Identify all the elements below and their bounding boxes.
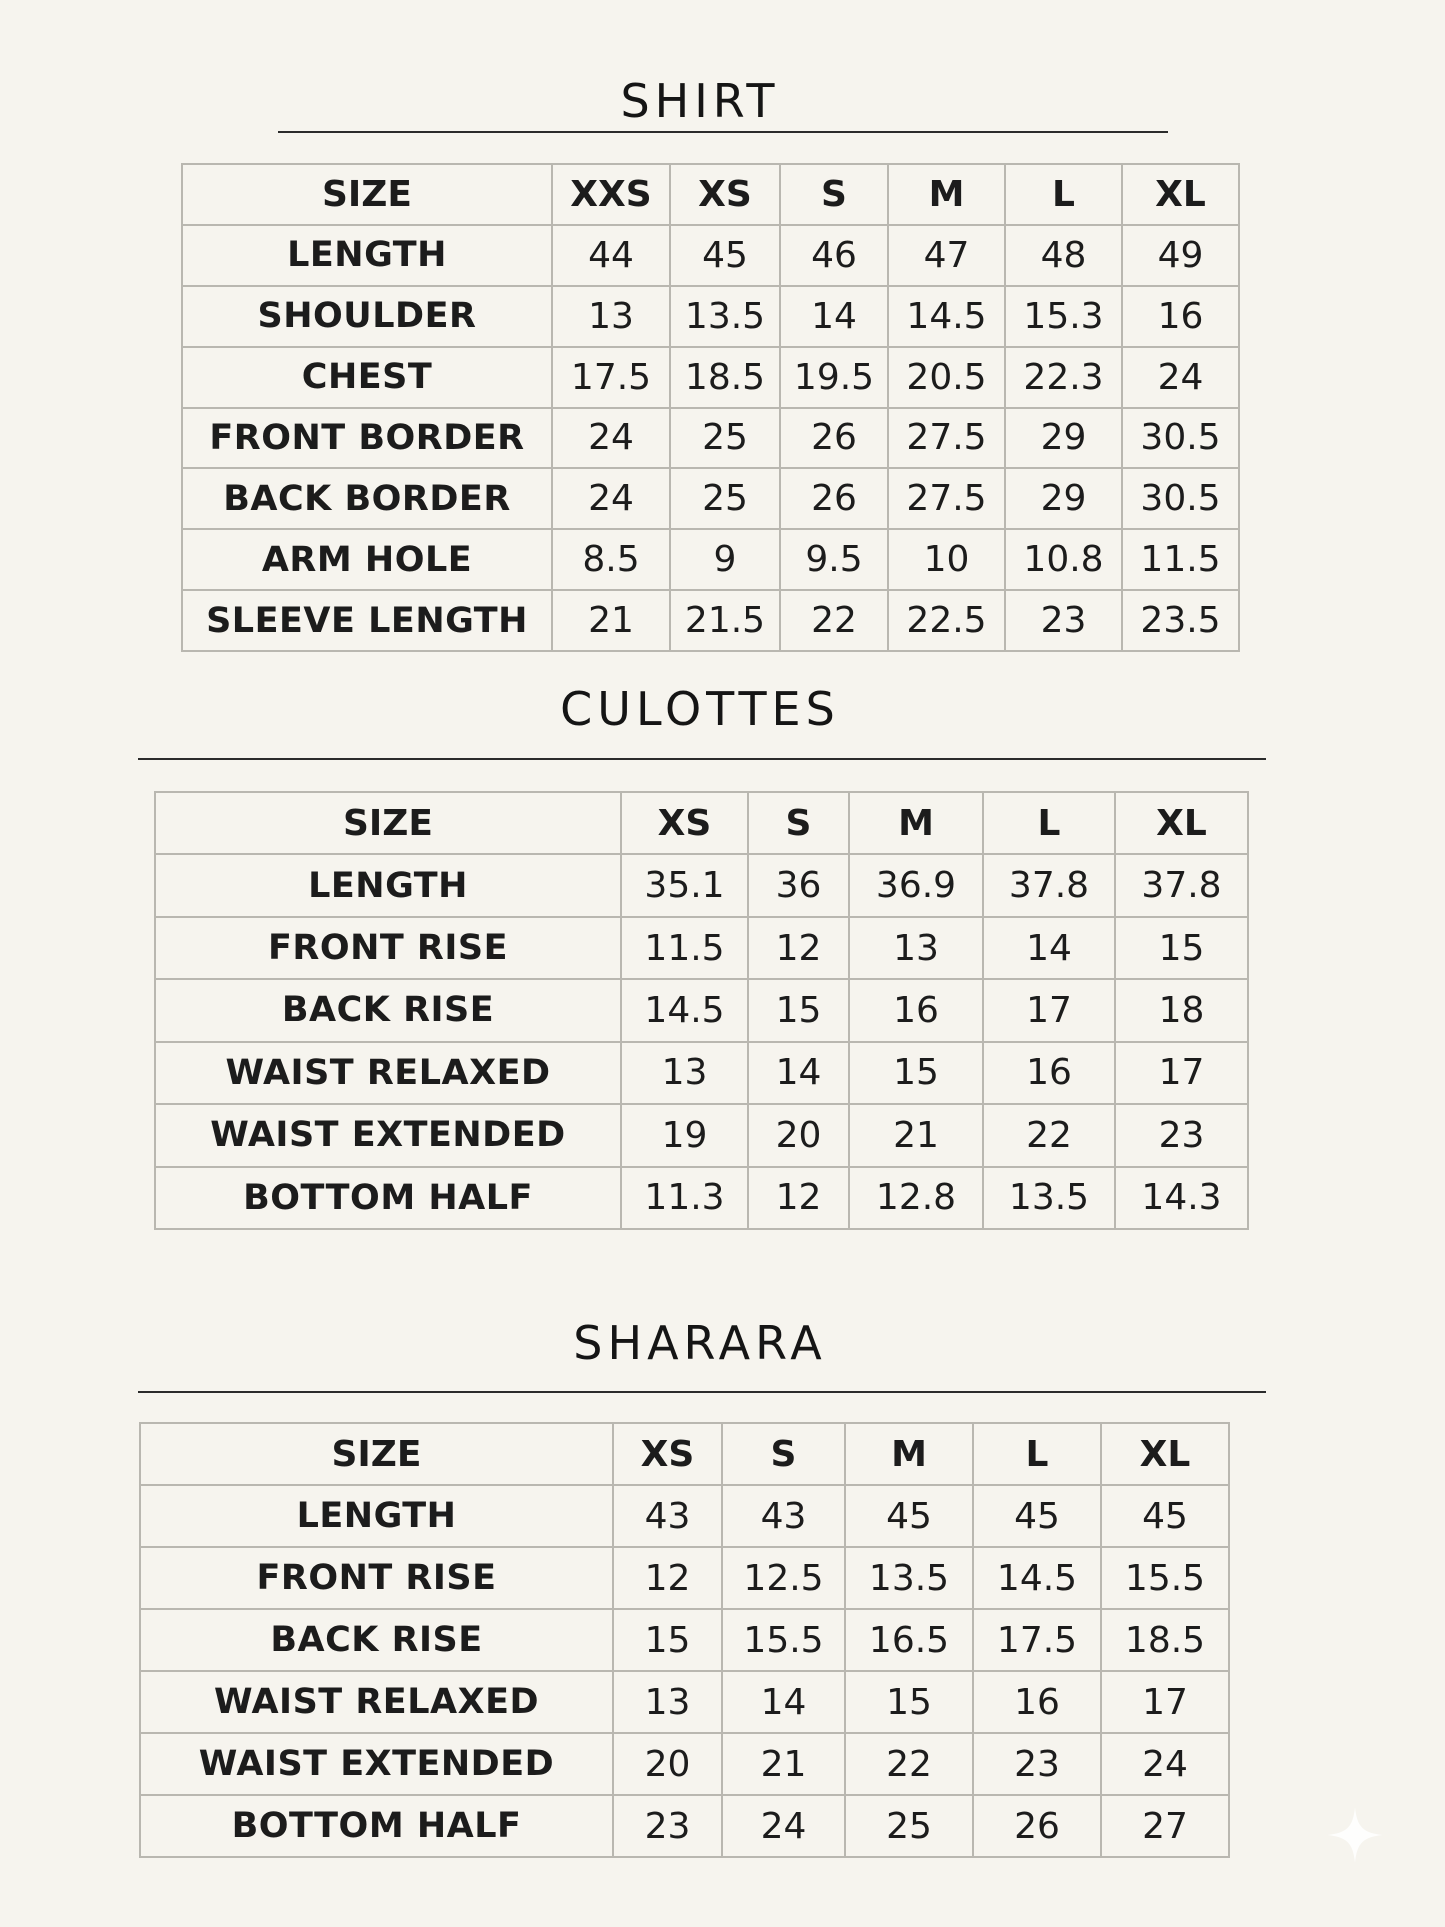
- size-column-header: S: [780, 164, 888, 225]
- measurement-value: 13.5: [670, 286, 780, 347]
- measurement-value: 30.5: [1122, 408, 1239, 469]
- table-row: [182, 468, 1239, 529]
- sparkle-icon: [1325, 1805, 1385, 1865]
- measurement-value: 24: [722, 1795, 845, 1857]
- measurement-value: 13: [613, 1671, 722, 1733]
- measurement-value: 22.3: [1005, 347, 1122, 408]
- measurement-value: 45: [1101, 1485, 1229, 1547]
- measurement-value: 36.9: [849, 854, 983, 916]
- measurement-value: 20.5: [888, 347, 1005, 408]
- table-row: [155, 1104, 1248, 1166]
- size-column-header: L: [1005, 164, 1122, 225]
- measurement-value: 24: [552, 408, 670, 469]
- measurement-value: 16: [973, 1671, 1101, 1733]
- size-column-header: XL: [1122, 164, 1239, 225]
- measurement-value: 21: [552, 590, 670, 651]
- measurement-value: 14.5: [888, 286, 1005, 347]
- culottes-title-rule: [138, 758, 1266, 760]
- measurement-label: WAIST EXTENDED: [140, 1733, 613, 1795]
- measurement-value: 10: [888, 529, 1005, 590]
- measurement-label: WAIST RELAXED: [140, 1671, 613, 1733]
- table-row: [140, 1547, 1229, 1609]
- measurement-value: 21: [849, 1104, 983, 1166]
- measurement-value: 44: [552, 225, 670, 286]
- measurement-label: WAIST RELAXED: [155, 1042, 621, 1104]
- sharara-size-table: [139, 1422, 1230, 1858]
- measurement-value: 18: [1115, 979, 1248, 1041]
- table-row: [140, 1733, 1229, 1795]
- measurement-value: 26: [973, 1795, 1101, 1857]
- measurement-value: 13: [621, 1042, 748, 1104]
- measurement-value: 43: [613, 1485, 722, 1547]
- measurement-value: 11.5: [621, 917, 748, 979]
- measurement-value: 37.8: [1115, 854, 1248, 916]
- measurement-value: 16.5: [845, 1609, 973, 1671]
- measurement-label: BACK BORDER: [182, 468, 552, 529]
- measurement-value: 29: [1005, 408, 1122, 469]
- measurement-value: 14: [722, 1671, 845, 1733]
- measurement-value: 26: [780, 408, 888, 469]
- measurement-value: 45: [670, 225, 780, 286]
- size-column-header: M: [888, 164, 1005, 225]
- measurement-value: 13: [849, 917, 983, 979]
- table-header-row: [140, 1423, 1229, 1485]
- measurement-value: 22: [845, 1733, 973, 1795]
- table-row: [140, 1609, 1229, 1671]
- measurement-value: 23: [613, 1795, 722, 1857]
- measurement-label: CHEST: [182, 347, 552, 408]
- measurement-value: 12: [613, 1547, 722, 1609]
- measurement-value: 14.5: [973, 1547, 1101, 1609]
- measurement-value: 30.5: [1122, 468, 1239, 529]
- measurement-value: 43: [722, 1485, 845, 1547]
- measurement-value: 27.5: [888, 468, 1005, 529]
- measurement-value: 45: [845, 1485, 973, 1547]
- measurement-value: 11.3: [621, 1167, 748, 1229]
- measurement-value: 16: [1122, 286, 1239, 347]
- measurement-value: 16: [983, 1042, 1115, 1104]
- measurement-label: BOTTOM HALF: [140, 1795, 613, 1857]
- size-column-header: S: [748, 792, 849, 854]
- measurement-label: LENGTH: [140, 1485, 613, 1547]
- measurement-label: ARM HOLE: [182, 529, 552, 590]
- table-row: [182, 529, 1239, 590]
- measurement-value: 49: [1122, 225, 1239, 286]
- measurement-value: 14.3: [1115, 1167, 1248, 1229]
- size-column-header: M: [849, 792, 983, 854]
- table-row: [155, 1042, 1248, 1104]
- measurement-value: 15.3: [1005, 286, 1122, 347]
- measurement-value: 23: [1115, 1104, 1248, 1166]
- measurement-value: 15: [1115, 917, 1248, 979]
- measurement-value: 25: [670, 408, 780, 469]
- measurement-label: SHOULDER: [182, 286, 552, 347]
- measurement-value: 22.5: [888, 590, 1005, 651]
- measurement-value: 17.5: [552, 347, 670, 408]
- measurement-value: 20: [748, 1104, 849, 1166]
- table-row: [182, 590, 1239, 651]
- size-column-header: XS: [613, 1423, 722, 1485]
- measurement-value: 27: [1101, 1795, 1229, 1857]
- table-row: [182, 347, 1239, 408]
- measurement-value: 17: [983, 979, 1115, 1041]
- culottes-title: CULOTTES: [560, 682, 840, 736]
- measurement-value: 18.5: [1101, 1609, 1229, 1671]
- measurement-label: FRONT RISE: [140, 1547, 613, 1609]
- measurement-label: BOTTOM HALF: [155, 1167, 621, 1229]
- table-row: [155, 1167, 1248, 1229]
- measurement-value: 15.5: [1101, 1547, 1229, 1609]
- measurement-value: 9.5: [780, 529, 888, 590]
- measurement-value: 13.5: [845, 1547, 973, 1609]
- measurement-value: 47: [888, 225, 1005, 286]
- measurement-value: 19.5: [780, 347, 888, 408]
- measurement-value: 17.5: [973, 1609, 1101, 1671]
- measurement-label: LENGTH: [155, 854, 621, 916]
- measurement-value: 12.5: [722, 1547, 845, 1609]
- measurement-label: LENGTH: [182, 225, 552, 286]
- measurement-value: 23: [1005, 590, 1122, 651]
- table-row: [182, 225, 1239, 286]
- size-column-header: L: [983, 792, 1115, 854]
- measurement-value: 9: [670, 529, 780, 590]
- measurement-value: 11.5: [1122, 529, 1239, 590]
- measurement-value: 12: [748, 1167, 849, 1229]
- size-column-header: XS: [621, 792, 748, 854]
- size-column-header: L: [973, 1423, 1101, 1485]
- table-header-row: [155, 792, 1248, 854]
- measurement-value: 14: [780, 286, 888, 347]
- measurement-label: BACK RISE: [140, 1609, 613, 1671]
- measurement-value: 35.1: [621, 854, 748, 916]
- size-column-header: M: [845, 1423, 973, 1485]
- table-row: [182, 286, 1239, 347]
- measurement-label: SLEEVE LENGTH: [182, 590, 552, 651]
- measurement-value: 46: [780, 225, 888, 286]
- measurement-value: 29: [1005, 468, 1122, 529]
- measurement-value: 12.8: [849, 1167, 983, 1229]
- measurement-value: 26: [780, 468, 888, 529]
- table-row: [182, 408, 1239, 469]
- measurement-label: BACK RISE: [155, 979, 621, 1041]
- size-column-header: XS: [670, 164, 780, 225]
- shirt-title: SHIRT: [620, 74, 780, 128]
- shirt-title-rule: [278, 131, 1168, 133]
- measurement-value: 25: [670, 468, 780, 529]
- culottes-size-table: [154, 791, 1249, 1230]
- measurement-value: 15: [748, 979, 849, 1041]
- size-header-cell: SIZE: [155, 792, 621, 854]
- size-header-cell: SIZE: [140, 1423, 613, 1485]
- sharara-title-rule: [138, 1391, 1266, 1393]
- measurement-value: 12: [748, 917, 849, 979]
- measurement-value: 20: [613, 1733, 722, 1795]
- table-row: [140, 1671, 1229, 1733]
- measurement-value: 21: [722, 1733, 845, 1795]
- size-column-header: S: [722, 1423, 845, 1485]
- measurement-value: 24: [1101, 1733, 1229, 1795]
- measurement-value: 17: [1115, 1042, 1248, 1104]
- measurement-value: 19: [621, 1104, 748, 1166]
- size-header-cell: SIZE: [182, 164, 552, 225]
- table-row: [140, 1485, 1229, 1547]
- measurement-value: 22: [780, 590, 888, 651]
- table-row: [140, 1795, 1229, 1857]
- measurement-value: 16: [849, 979, 983, 1041]
- measurement-value: 48: [1005, 225, 1122, 286]
- measurement-value: 13.5: [983, 1167, 1115, 1229]
- measurement-label: FRONT RISE: [155, 917, 621, 979]
- measurement-value: 24: [1122, 347, 1239, 408]
- measurement-value: 10.8: [1005, 529, 1122, 590]
- size-column-header: XXS: [552, 164, 670, 225]
- measurement-value: 23: [973, 1733, 1101, 1795]
- table-header-row: [182, 164, 1239, 225]
- measurement-value: 14: [748, 1042, 849, 1104]
- measurement-label: WAIST EXTENDED: [155, 1104, 621, 1166]
- measurement-value: 23.5: [1122, 590, 1239, 651]
- measurement-value: 37.8: [983, 854, 1115, 916]
- measurement-value: 21.5: [670, 590, 780, 651]
- measurement-value: 8.5: [552, 529, 670, 590]
- shirt-size-table: [181, 163, 1240, 652]
- measurement-value: 17: [1101, 1671, 1229, 1733]
- table-row: [155, 917, 1248, 979]
- measurement-value: 13: [552, 286, 670, 347]
- measurement-value: 18.5: [670, 347, 780, 408]
- measurement-value: 15: [849, 1042, 983, 1104]
- size-column-header: XL: [1115, 792, 1248, 854]
- measurement-value: 14: [983, 917, 1115, 979]
- measurement-value: 27.5: [888, 408, 1005, 469]
- size-column-header: XL: [1101, 1423, 1229, 1485]
- sharara-title: SHARARA: [573, 1316, 827, 1370]
- measurement-value: 15: [845, 1671, 973, 1733]
- measurement-value: 25: [845, 1795, 973, 1857]
- measurement-label: FRONT BORDER: [182, 408, 552, 469]
- measurement-value: 22: [983, 1104, 1115, 1166]
- measurement-value: 45: [973, 1485, 1101, 1547]
- measurement-value: 15: [613, 1609, 722, 1671]
- table-row: [155, 854, 1248, 916]
- measurement-value: 24: [552, 468, 670, 529]
- table-row: [155, 979, 1248, 1041]
- measurement-value: 15.5: [722, 1609, 845, 1671]
- measurement-value: 36: [748, 854, 849, 916]
- measurement-value: 14.5: [621, 979, 748, 1041]
